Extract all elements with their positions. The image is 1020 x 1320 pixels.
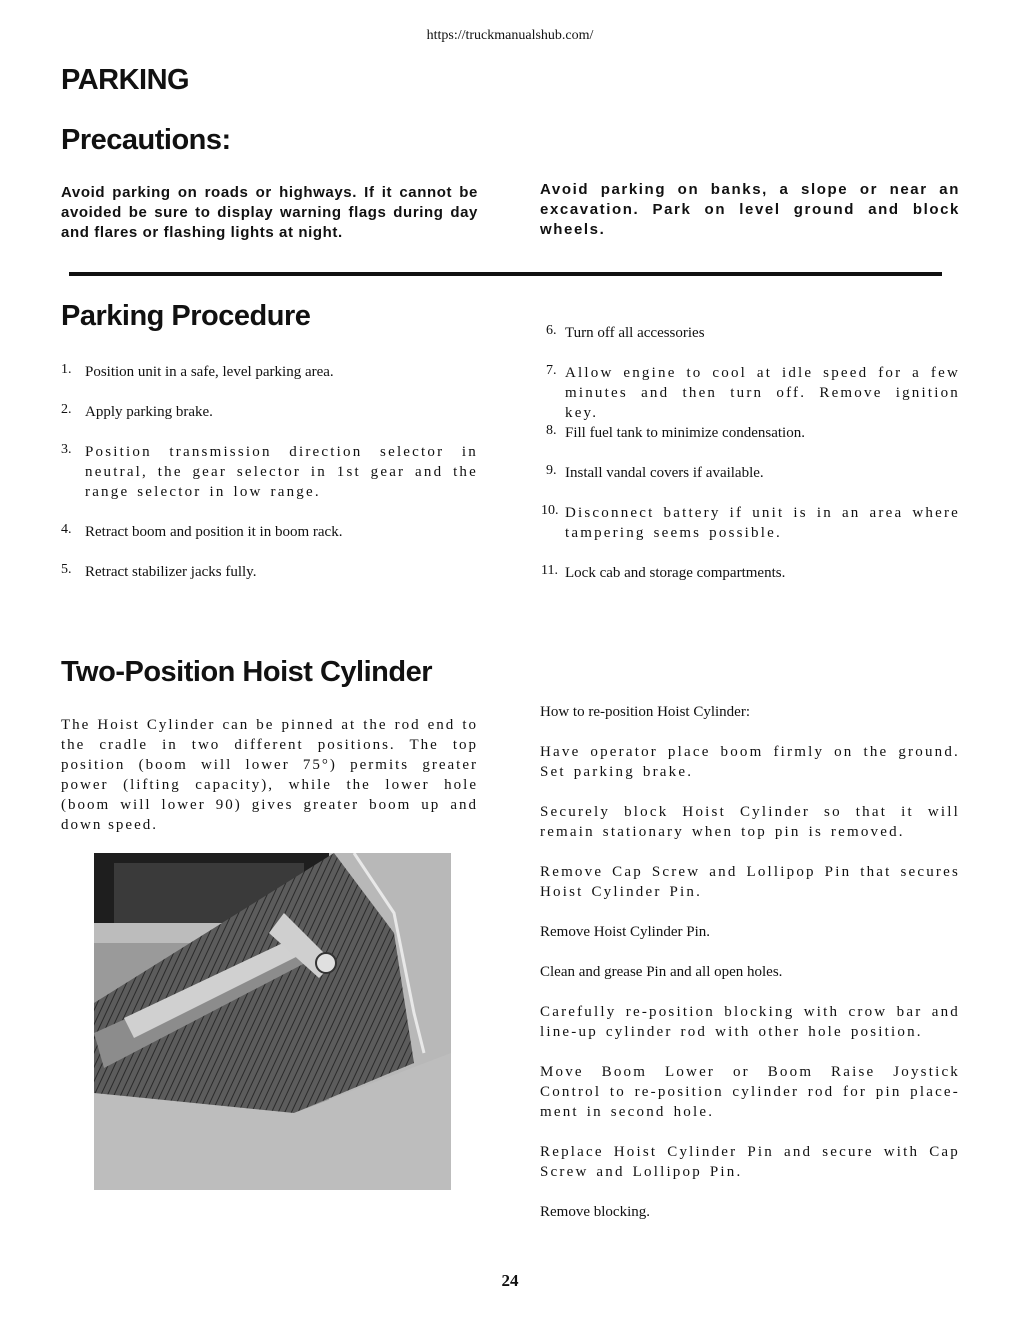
step-number: 10. <box>541 503 559 518</box>
procedure-step <box>61 402 478 422</box>
section-divider <box>69 272 942 276</box>
hoist-step: Move Boom Lower or Boom Raise Joystick Control to re-position cylinder rod for pin place-ment in second hole. <box>540 1064 960 1120</box>
step-number: 7. <box>546 363 557 378</box>
procedure-step <box>541 503 960 543</box>
how-to-title: How to re-position Hoist Cylinder: <box>540 704 750 720</box>
step-text: Allow engine to cool at idle speed for a few minutes and then turn off. Remove ignition key. <box>565 365 960 421</box>
hoist-step: Securely block Hoist Cylinder so that it will remain stationary when top pin is removed. <box>540 804 960 840</box>
hoist-step: Replace Hoist Cylinder Pin and secure with Cap Screw and Lollipop Pin. <box>540 1144 960 1180</box>
procedure-step <box>541 323 960 343</box>
step-text: Retract boom and position it in boom rack. <box>85 524 343 540</box>
procedure-step <box>61 562 478 582</box>
step-text: Turn off all accessories <box>565 325 705 341</box>
page-number: 24 <box>501 1271 519 1290</box>
step-number: 6. <box>546 323 557 338</box>
step-number: 1. <box>61 362 72 377</box>
hoist-cylinder-heading: Two-Position Hoist Cylinder <box>61 656 433 688</box>
step-text: Fill fuel tank to minimize condensation. <box>565 425 805 441</box>
step-number: 2. <box>61 402 72 417</box>
step-text: Apply parking brake. <box>85 404 213 420</box>
procedure-step <box>541 463 960 483</box>
hoist-cylinder-photo <box>94 853 451 1190</box>
precautions-heading: Precautions: <box>61 124 231 156</box>
step-text: Lock cab and storage compartments. <box>565 565 786 581</box>
source-url[interactable]: https://truckmanualshub.com/ <box>426 28 594 43</box>
step-text: Disconnect battery if unit is in an area where tampering seems possible. <box>565 505 960 541</box>
parking-procedure-heading: Parking Procedure <box>61 300 311 332</box>
precaution-right: Avoid parking on banks, a slope or near an excavation. Park on level ground and block wheels. <box>540 181 960 238</box>
hoist-step: Remove blocking. <box>540 1204 650 1220</box>
step-number: 4. <box>61 522 72 537</box>
procedure-step <box>61 522 478 542</box>
hoist-step: Remove Cap Screw and Lollipop Pin that secures Hoist Cylinder Pin. <box>540 864 960 900</box>
step-number: 9. <box>546 463 557 478</box>
step-text: Install vandal covers if available. <box>565 465 764 481</box>
procedure-step <box>541 423 960 443</box>
procedure-step <box>541 563 960 583</box>
hoist-step: Clean and grease Pin and all open holes. <box>540 964 783 980</box>
step-number: 11. <box>541 563 558 578</box>
step-text: Position transmission direction selector in neutral, the gear selector in 1st gear and the range selector in low range. <box>85 444 478 500</box>
hoist-step: Carefully re-position blocking with crow bar and line-up cylinder rod with other hole position. <box>540 1004 960 1040</box>
step-number: 3. <box>61 442 72 457</box>
step-text: Retract stabilizer jacks fully. <box>85 564 257 580</box>
hoist-step: Have operator place boom firmly on the ground. Set parking brake. <box>540 744 960 780</box>
hoist-step: Remove Hoist Cylinder Pin. <box>540 924 710 940</box>
procedure-step <box>541 363 960 421</box>
page-title: PARKING <box>61 64 190 96</box>
procedure-step <box>61 442 478 502</box>
step-number: 5. <box>61 562 72 577</box>
precaution-left: Avoid parking on roads or highways. If it cannot be avoided be sure to display warning flags during day and flares or flashing lights at night. <box>61 184 478 241</box>
step-number: 8. <box>546 423 557 438</box>
hoist-description: The Hoist Cylinder can be pinned at the rod end to the cradle in two different positions. The top position (boom will lower 75°) permits greater power (lifting capacity), while the lower hole (boom will lower 90) gives greater boom up and down speed. <box>61 717 478 833</box>
procedure-step <box>61 362 478 382</box>
step-text: Position unit in a safe, level parking area. <box>85 364 334 380</box>
